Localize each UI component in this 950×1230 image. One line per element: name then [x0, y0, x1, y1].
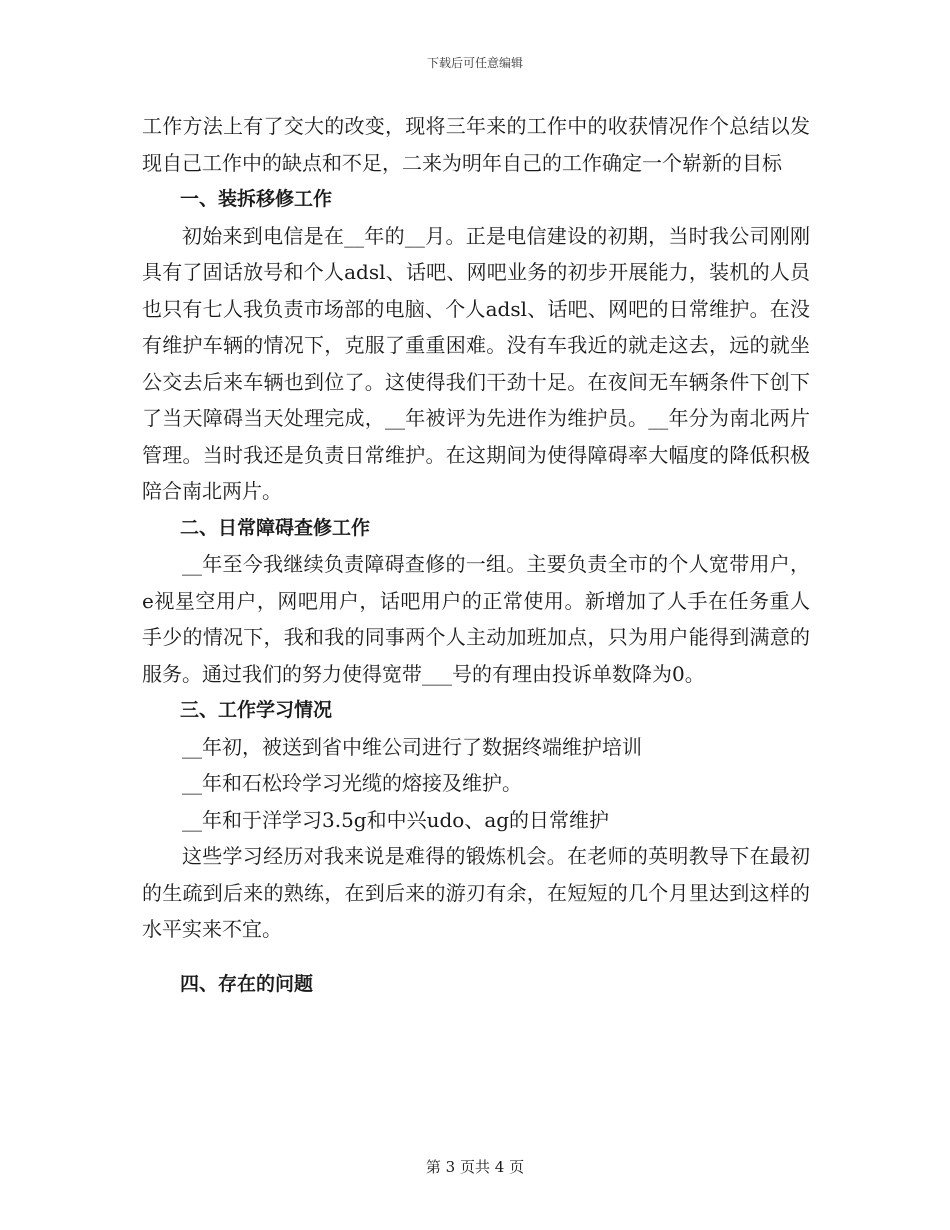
page-header: 下载后可任意编辑 — [426, 56, 523, 70]
page-number: 第 3 页共 4 页 — [425, 1158, 525, 1176]
section-heading-1: 一、装拆移修工作 — [180, 188, 333, 210]
section-heading-2: 二、日常障碍查修工作 — [180, 516, 371, 539]
paragraph-section-2: __年至今我继续负责障碍查修的一组。主要负责全市的个人宽带用户，e视星空用户，网吧用户，话吧用户的正常使用。新增加了人手在任务重人手少的情况下，我和我的同事两个人主动加班加点，只为用户能得到满意的服务。通过我们的努力使得宽带___号的有理由投诉单数降为0。 — [142, 552, 810, 686]
paragraph-training-summary: 这些学习经历对我来说是难得的锻炼机会。在老师的英明教导下在最初的生疏到后来的熟练，在到后来的游刃有余，在短短的几个月里达到这样的水平实来不宜。 — [142, 844, 810, 941]
paragraph-training-2: __年和石松玲学习光缆的熔接及维护。 — [182, 771, 522, 795]
section-heading-4: 四、存在的问题 — [180, 972, 314, 995]
paragraph-intro: 工作方法上有了交大的改变，现将三年来的工作中的收获情况作个总结以发现自己工作中的缺点和不足，二来为明年自己的工作确定一个崭新的目标 — [142, 114, 810, 175]
paragraph-section-1: 初始来到电信是在__年的__月。正是电信建设的初期，当时我公司刚刚具有了固话放号和个人adsl、话吧、网吧业务的初步开展能力，装机的人员也只有七人我负责市场部的电脑、个人adsl、话吧、网吧的日常维护。在没有维护车辆的情况下，克服了重重困难。没有车我近的就走这去，远的就坐公交去后来车辆也到位了。这使得我们干劲十足。在夜间无车辆条件下创下了当天障碍当天处理完成，__年被评为先进作为维护员。__年分为南北两片管理。当时我还是负责日常维护。在这期间为使得障碍率大幅度的降低积极陪合南北两片。 — [142, 223, 810, 503]
document-body — [142, 108, 810, 1002]
paragraph-training-3: __年和于洋学习3.5g和中兴udo、ag的日常维护 — [182, 807, 610, 832]
paragraph-training-1: __年初，被送到省中维公司进行了数据终端维护培训 — [182, 734, 642, 759]
section-heading-3: 三、工作学习情况 — [180, 699, 333, 721]
